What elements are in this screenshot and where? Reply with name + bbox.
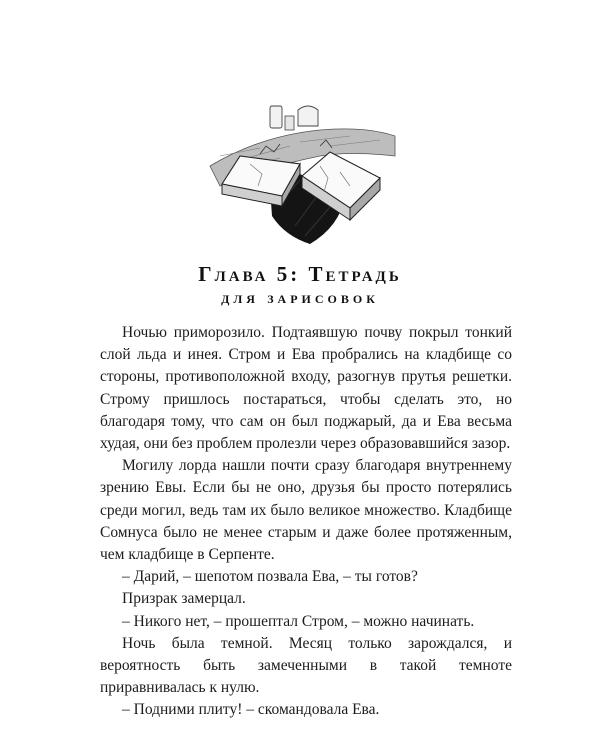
paragraph: Ночь была темной. Месяц только зарождался, и вероятность быть замеченными в такой темноте приравнивалась к нулю. bbox=[100, 634, 512, 697]
chapter-subtitle: для зарисовок bbox=[221, 288, 379, 307]
chapter-title: Глава 5: Тетрадь bbox=[198, 262, 402, 286]
paragraph: – Дарий, – шепотом позвала Ева, – ты готов? bbox=[122, 568, 418, 586]
chapter-body bbox=[100, 322, 512, 722]
paragraph: Могилу лорда нашли почти сразу благодаря внутреннему зрению Евы. Если бы не оно, друзья бы просто потерялись среди могил, ведь там их было великое множество. Кладбище Сомнуса было не менее старым и даже более протяженным, чем кладбище в Серпенте. bbox=[100, 457, 512, 564]
paragraph: Призрак замерцал. bbox=[122, 590, 246, 608]
paragraph: – Никого нет, – прошептал Стром, – можно начинать. bbox=[122, 612, 475, 630]
paragraph: Ночью приморозило. Подтаявшую почву покрыл тонкий слой льда и инея. Стром и Ева пробрались на кладбище со стороны, противоположной входу, разогнув прутья решетки. Строму пришлось постараться, чтобы сделать это, но благодаря тому, что сам он был поджарый, да и Ева весьма худая, они без проблем пролезли через образовавшийся зазор. bbox=[100, 324, 512, 453]
paragraph: – Подними плиту! – скомандовала Ева. bbox=[122, 701, 380, 719]
open-grave-illustration bbox=[200, 96, 400, 246]
